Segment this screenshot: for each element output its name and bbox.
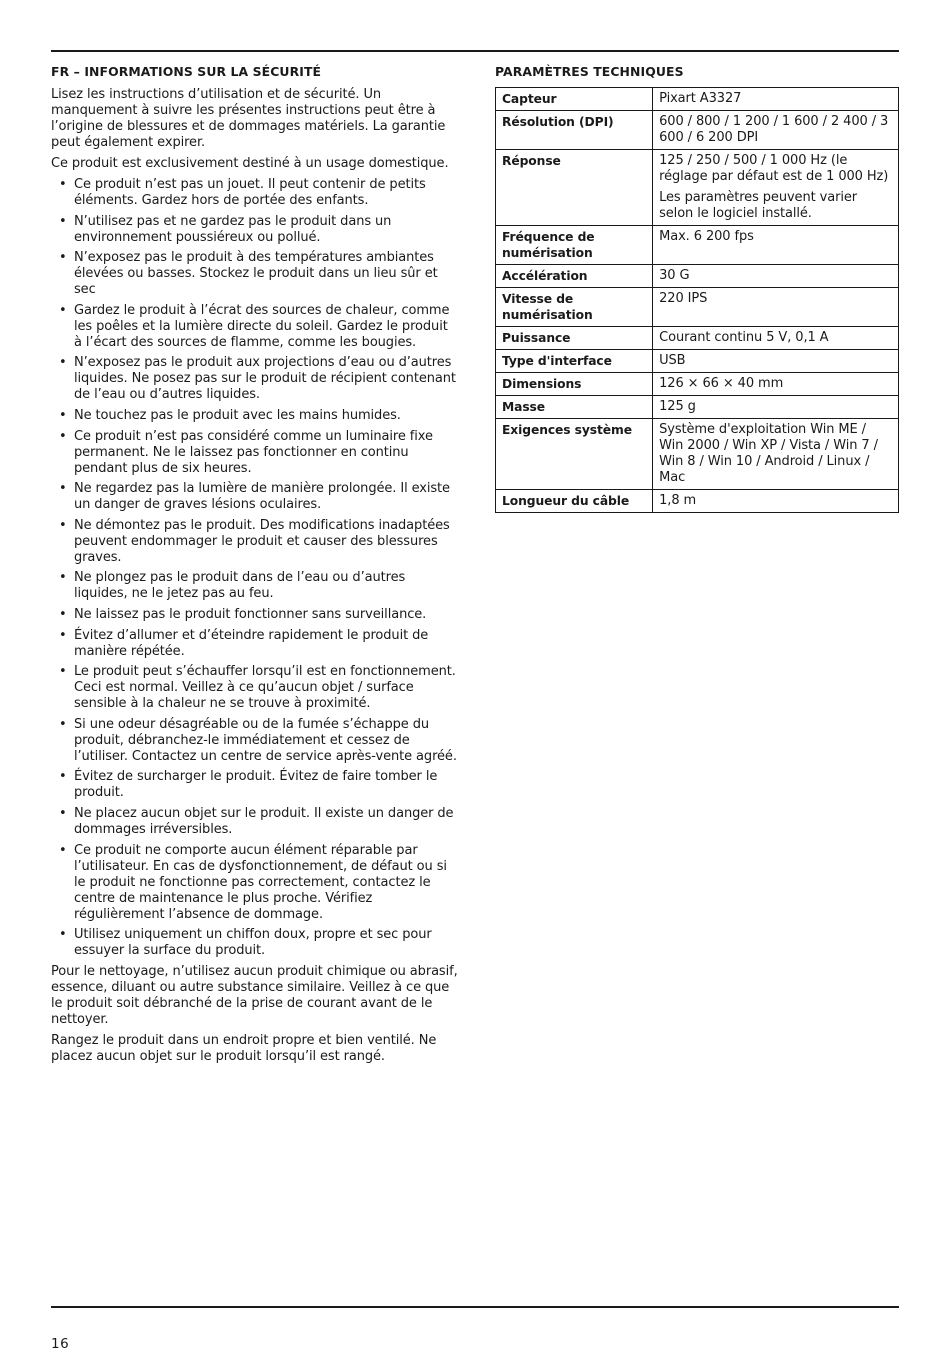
page-number: 16 [51,1336,70,1352]
spec-row [496,373,899,396]
spec-key: Vitesse de numérisation [496,288,653,327]
top-rule [51,50,899,52]
spec-value: USB [653,350,899,373]
spec-key: Longueur du câble [496,490,653,513]
spec-value: Max. 6 200 fps [653,226,899,265]
spec-row [496,111,899,150]
spec-value: 125 g [653,396,899,419]
safety-bullet: • N’exposez pas le produit à des températures ambiantes élevées ou basses. Stockez le produit dans un lieu sûr et sec [51,250,459,298]
spec-key: Capteur [496,88,653,111]
spec-key: Réponse [496,150,653,226]
bottom-rule [51,1306,899,1308]
safety-bullet: • Ne démontez pas le produit. Des modifications inadaptées peuvent endommager le produit et causer des blessures graves. [51,518,459,566]
safety-bullet-list [51,177,459,959]
spec-row [496,88,899,111]
safety-bullet: • N’exposez pas le produit aux projections d’eau ou d’autres liquides. Ne posez pas sur le produit de récipient contenant de l’eau ou d’autres liquides. [51,355,459,403]
spec-key: Masse [496,396,653,419]
safety-bullet: • Ne regardez pas la lumière de manière prolongée. Il existe un danger de graves lésions oculaires. [51,481,459,513]
technical-section [495,64,899,513]
intro-paragraph: Ce produit est exclusivement destiné à un usage domestique. [51,156,449,171]
safety-bullet: • Ce produit n’est pas considéré comme un luminaire fixe permanent. Ne le laissez pas fonctionner en continu pendant plus de six heures. [51,429,459,477]
spec-row [496,265,899,288]
spec-value: Système d'exploitation Win ME / Win 2000 / Win XP / Vista / Win 7 / Win 8 / Win 10 / Android / Linux / Mac [653,419,899,490]
safety-bullet: • Ne touchez pas le produit avec les mains humides. [51,408,459,424]
spec-row [496,396,899,419]
cleaning-paragraph: Pour le nettoyage, n’utilisez aucun produit chimique ou abrasif, essence, diluant ou autre substance similaire. Veillez à ce que le produit soit débranché de la prise de courant avant de le nettoyer. [51,963,458,1027]
spec-value: 30 G [653,265,899,288]
spec-value: 125 / 250 / 500 / 1 000 Hz (le réglage par défaut est de 1 000 Hz) [659,153,889,184]
spec-row [496,150,899,226]
spec-value: 220 IPS [653,288,899,327]
safety-bullet: • Si une odeur désagréable ou de la fumée s’échappe du produit, débranchez-le immédiatement et cessez de l’utiliser. Contactez un centre de service après-vente agréé. [51,717,459,765]
spec-row [496,419,899,490]
safety-bullet: • Évitez d’allumer et d’éteindre rapidement le produit de manière répétée. [51,628,459,660]
spec-row [496,490,899,513]
spec-note: Les paramètres peuvent varier selon le logiciel installé. [659,190,857,221]
spec-row [496,327,899,350]
safety-section [51,64,459,1070]
safety-bullet: • Ne placez aucun objet sur le produit. Il existe un danger de dommages irréversibles. [51,806,459,838]
spec-value: 600 / 800 / 1 200 / 1 600 / 2 400 / 3 600 / 6 200 DPI [653,111,899,150]
safety-bullet: • Ce produit ne comporte aucun élément réparable par l’utilisateur. En cas de dysfonctionnement, de défaut ou si le produit ne fonctionne pas correctement, contactez le centre de maintenance le plus proche. Vérifiez régulièrement l’absence de dommage. [51,843,459,923]
safety-bullet: • N’utilisez pas et ne gardez pas le produit dans un environnement poussiéreux ou pollué. [51,214,459,246]
spec-key: Fréquence de numérisation [496,226,653,265]
specs-table [495,87,899,513]
spec-value: 1,8 m [653,490,899,513]
spec-key: Résolution (DPI) [496,111,653,150]
safety-bullet: • Évitez de surcharger le produit. Évitez de faire tomber le produit. [51,769,459,801]
spec-value: Courant continu 5 V, 0,1 A [653,327,899,350]
safety-bullet: • Le produit peut s’échauffer lorsqu’il est en fonctionnement. Ceci est normal. Veillez à ce qu’aucun objet / surface sensible à la chaleur ne se trouve à proximité. [51,664,459,712]
spec-key: Puissance [496,327,653,350]
storage-paragraph: Rangez le produit dans un endroit propre et bien ventilé. Ne placez aucun objet sur le produit lorsqu’il est rangé. [51,1032,437,1064]
safety-bullet: • Ce produit n’est pas un jouet. Il peut contenir de petits éléments. Gardez hors de portée des enfants. [51,177,459,209]
intro-paragraph: Lisez les instructions d’utilisation et de sécurité. Un manquement à suivre les présentes instructions peut être à l’origine de blessures et de dommages matériels. La garantie peut également expirer. [51,87,446,150]
spec-key: Dimensions [496,373,653,396]
safety-bullet: • Ne plongez pas le produit dans de l’eau ou d’autres liquides, ne le jetez pas au feu. [51,570,459,602]
safety-bullet: • Gardez le produit à l’écrat des sources de chaleur, comme les poêles et la lumière directe du soleil. Gardez le produit à l’écart des sources de flamme, comme les bougies. [51,303,459,351]
spec-value-cell [653,150,899,226]
spec-row [496,226,899,265]
safety-bullet: • Ne laissez pas le produit fonctionner sans surveillance. [51,607,459,623]
spec-key: Exigences système [496,419,653,490]
safety-heading: FR – INFORMATIONS SUR LA SÉCURITÉ [51,64,322,79]
spec-row [496,350,899,373]
safety-bullet: • Utilisez uniquement un chiffon doux, propre et sec pour essuyer la surface du produit. [51,927,459,959]
spec-key: Accélération [496,265,653,288]
technical-heading: PARAMÈTRES TECHNIQUES [495,64,684,79]
spec-key: Type d'interface [496,350,653,373]
spec-value: Pixart A3327 [653,88,899,111]
spec-row [496,288,899,327]
spec-value: 126 × 66 × 40 mm [653,373,899,396]
